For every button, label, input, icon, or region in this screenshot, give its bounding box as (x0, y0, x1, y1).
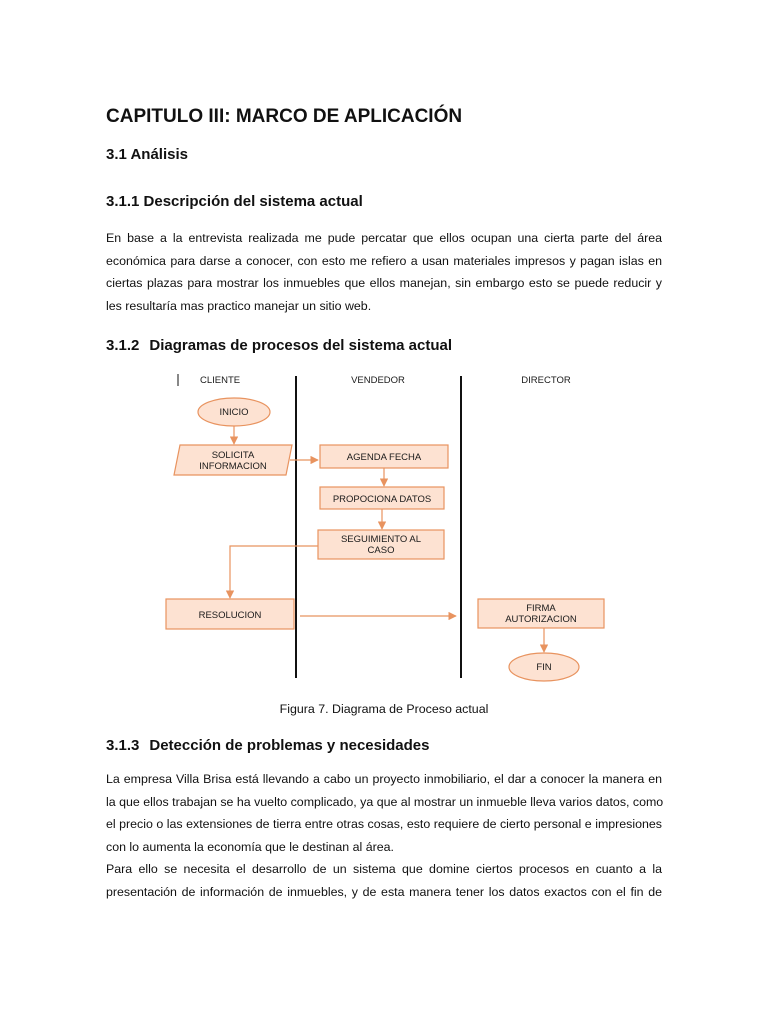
paragraph-line: con lo aumenta la economía que le destinan al área. (106, 839, 394, 854)
node-firma-label-2: AUTORIZACION (505, 614, 577, 625)
arrow (230, 546, 318, 598)
section-heading-3-1-3 (106, 737, 430, 754)
paragraph-line: económica para darse a conocer, con esto me refiero a usan materiales impresos y pagan islas en (106, 253, 662, 268)
lane-header-cliente: CLIENTE (200, 375, 241, 386)
node-inicio-label: INICIO (219, 407, 249, 418)
node-seguimiento-label-2: CASO (367, 545, 395, 556)
paragraph-line: les resultaría mas practico manejar un sitio web. (106, 298, 372, 313)
paragraph-line: En base a la entrevista realizada me pude percatar que ellos ocupan una cierta parte del área (106, 231, 662, 245)
paragraph-line: Para ello se necesita el desarrollo de un sistema que domine ciertos procesos en cuanto a la (106, 862, 662, 876)
section-heading-3-1: 3.1 Análisis (106, 146, 188, 163)
section-heading-3-1-1: 3.1.1 Descripción del sistema actual (106, 193, 363, 210)
node-solicita-label-2: INFORMACION (199, 461, 267, 472)
paragraph-line: el precio o las extensiones de tierra entre otras cosas, esto requiere de cierto personal e impresiones (106, 817, 662, 831)
section-heading-3-1-2 (106, 337, 452, 354)
paragraph-problems (106, 768, 662, 903)
paragraph-current-system (106, 227, 662, 317)
node-proporciona-label: PROPOCIONA DATOS (332, 494, 432, 505)
lane-header-vendedor: VENDEDOR (351, 375, 405, 386)
node-firma-label-1: FIRMA (526, 603, 556, 614)
node-solicita-label-1: SOLICITA (211, 450, 255, 461)
process-diagram (160, 366, 610, 686)
node-resolucion-label: RESOLUCION (198, 610, 262, 621)
paragraph-line: la que ellos trabajan se ha vuelto complicado, ya que al mostrar un inmueble lleva varios datos, como (106, 794, 664, 809)
section-number: 3.1.3 (106, 737, 140, 754)
lane-header-director: DIRECTOR (521, 375, 571, 386)
node-fin-label: FIN (536, 662, 552, 673)
section-number: 3.1.2 (106, 337, 140, 354)
section-title: Detección de problemas y necesidades (149, 737, 430, 754)
paragraph-line: ciertas plazas para mostrar los inmuebles que ellos manejan, sin embargo esto se puede reducir y (106, 276, 662, 290)
chapter-title: CAPITULO III: MARCO DE APLICACIÓN (106, 106, 463, 127)
paragraph-line: La empresa Villa Brisa está llevando a cabo un proyecto inmobiliario, el dar a conocer la manera en (106, 772, 662, 786)
paragraph-line: presentación de información de inmuebles, y de esta manera tener los datos exactos con el fin de (106, 884, 662, 899)
node-seguimiento-label-1: SEGUIMIENTO AL (340, 534, 422, 545)
figure-caption: Figura 7. Diagrama de Proceso actual (279, 702, 489, 716)
node-agenda-label: AGENDA FECHA (346, 452, 422, 463)
section-title: Diagramas de procesos del sistema actual (149, 337, 453, 354)
